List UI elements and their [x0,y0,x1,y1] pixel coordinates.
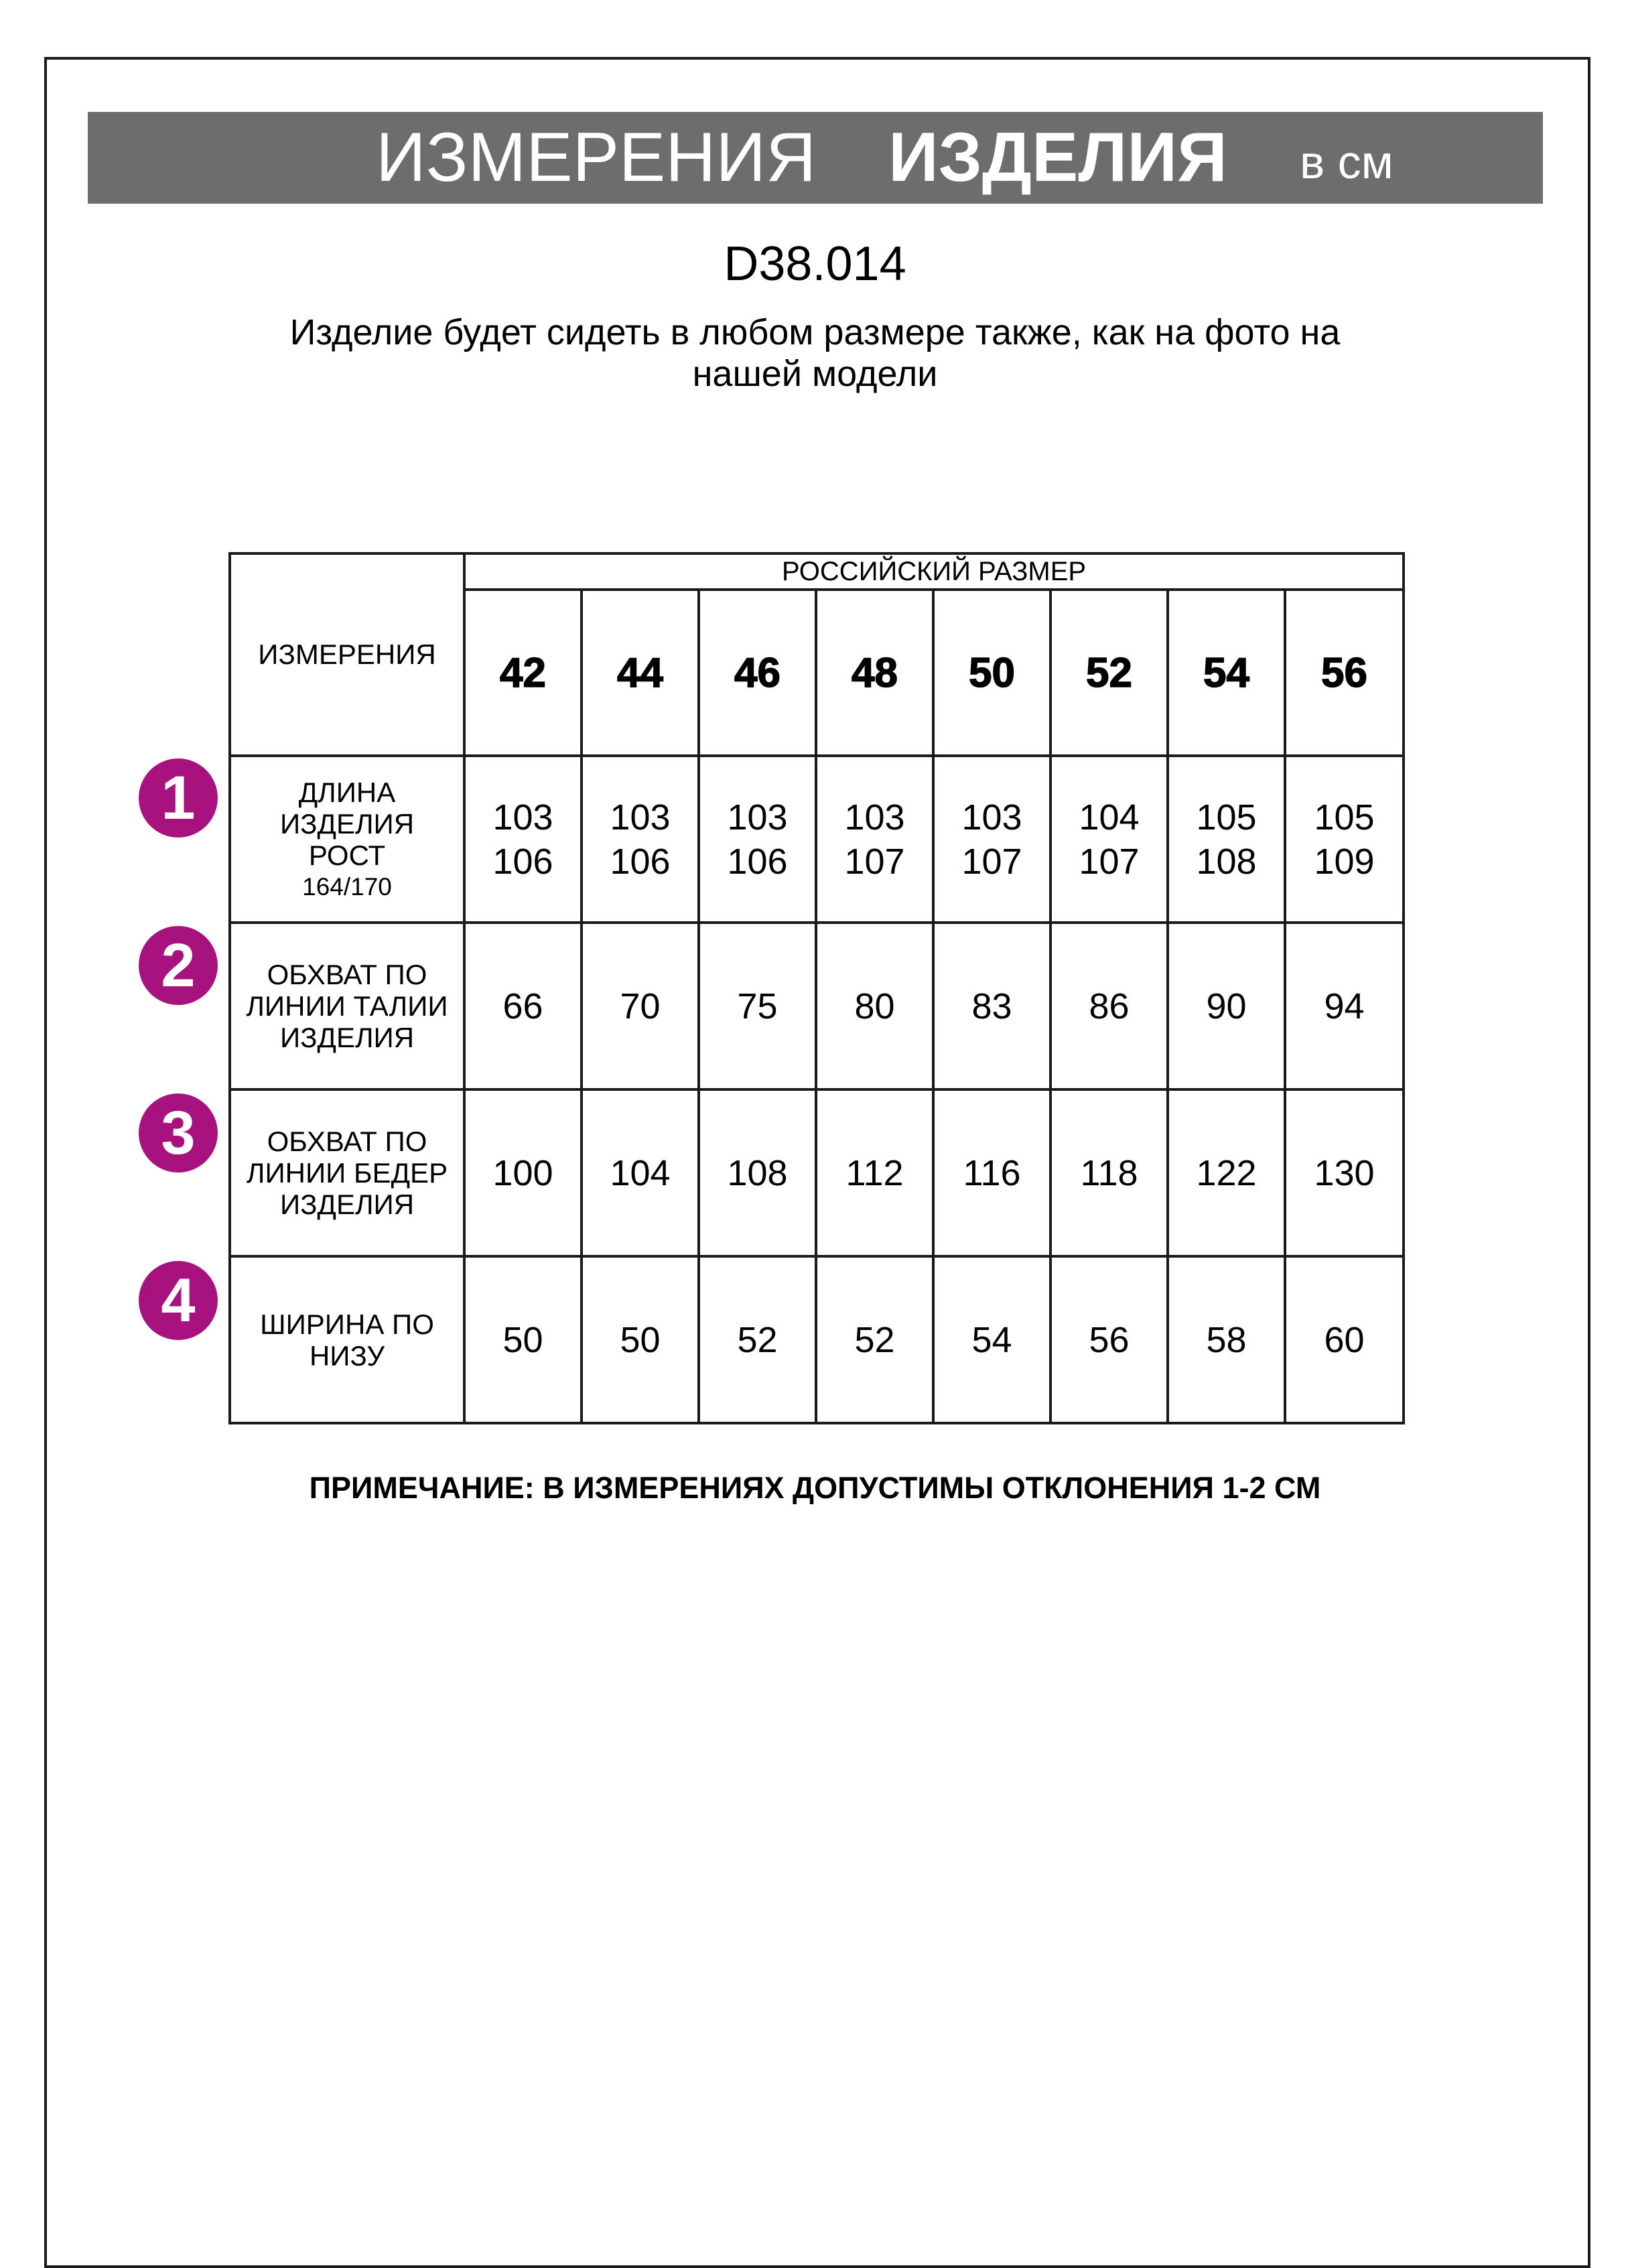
measurement-value-cell [1285,1256,1404,1423]
measurement-value-cell [582,1089,699,1256]
table-row [230,923,1404,1089]
measurement-value: 105 [1196,797,1257,838]
measurement-value-cell [816,1256,933,1423]
measurements-header: ИЗМЕРЕНИЯ [230,553,464,756]
measurement-value: 103 [610,797,671,838]
tolerance-note: ПРИМЕЧАНИЕ: В ИЗМЕРЕНИЯХ ДОПУСТИМЫ ОТКЛОНЕНИЯ 1-2 СМ [309,1471,1321,1505]
measurement-value: 112 [845,1152,904,1193]
measurement-value: 109 [1314,841,1375,882]
measurement-value-cell [1168,756,1285,923]
size-header: 48 [816,590,933,756]
measurement-value-cell [816,1089,933,1256]
measurement-value: 107 [1079,841,1140,882]
measurement-value-cell [464,1089,582,1256]
measurement-label-line: ЛИНИИ БЕДЕР [246,1157,448,1189]
measurement-value: 75 [737,986,778,1026]
banner-word-product: ИЗДЕЛИЯ [888,119,1227,196]
banner-unit: в см [1300,136,1394,188]
measurement-value-cell [1050,1089,1168,1256]
row-number-badge: 2 [139,926,218,1005]
measurement-value: 116 [963,1152,1021,1193]
size-header: 56 [1285,590,1404,756]
measurement-value-cell [1168,1256,1285,1423]
measurement-label [230,1256,464,1423]
measurement-label-line: ДЛИНА [298,776,396,808]
measurement-value: 56 [1089,1319,1130,1360]
size-header: 52 [1050,590,1168,756]
measurement-value: 108 [727,1152,788,1193]
measurement-label-line: ЛИНИИ ТАЛИИ [246,990,448,1022]
measurement-label-line: ШИРИНА ПО [260,1308,434,1340]
measurement-label [230,923,464,1089]
row-number-badge: 3 [139,1093,218,1173]
size-header: 44 [582,590,699,756]
subtitle-line-1: Изделие будет сидеть в любом размере также, как на фото на [289,312,1341,352]
measurement-value-cell [1050,756,1168,923]
measurement-value: 90 [1206,986,1247,1026]
measurement-value-cell [933,756,1050,923]
measurement-value: 108 [1196,841,1257,882]
measurement-value-cell [933,1256,1050,1423]
measurement-value: 118 [1080,1152,1138,1193]
measurement-value-cell [933,1089,1050,1256]
fit-subtitle [201,312,1429,395]
measurement-value-cell [1168,923,1285,1089]
measurement-label-line: НИЗУ [309,1339,385,1372]
measurement-value: 103 [727,797,788,838]
measurement-value-cell [699,1089,816,1256]
size-header: 54 [1168,590,1285,756]
measurement-value-cell [699,756,816,923]
measurement-value-cell [582,1256,699,1423]
size-header: 42 [464,590,582,756]
measurement-value: 54 [971,1319,1012,1360]
measurement-label [230,1089,464,1256]
measurement-value: 103 [961,797,1022,838]
measurement-value: 60 [1324,1319,1365,1360]
measurement-label-line: ИЗДЕЛИЯ [279,1022,415,1053]
measurement-value-cell [1285,756,1404,923]
measurement-value: 122 [1196,1152,1257,1193]
measurement-label-line: ОБХВАТ ПО [267,1126,427,1157]
measurement-value: 80 [854,986,895,1026]
measurement-value: 104 [1079,797,1140,838]
measurement-value-cell [1050,923,1168,1089]
measurement-value: 107 [844,841,905,882]
size-table [228,552,1405,1424]
measurement-value: 94 [1324,986,1365,1026]
banner-word-measurements: ИЗМЕРЕНИЯ [376,119,817,196]
measurement-value: 106 [492,841,553,882]
size-header: 50 [933,590,1050,756]
measurement-value: 104 [610,1152,671,1193]
measurement-value: 105 [1314,797,1375,838]
russian-size-header: РОССИЙСКИЙ РАЗМЕР [464,553,1404,590]
subtitle-line-2: нашей модели [692,354,938,394]
table-row [230,756,1404,923]
measurement-value: 103 [844,797,905,838]
measurement-value-cell [1168,1089,1285,1256]
measurement-value-cell [816,923,933,1089]
measurement-value: 103 [492,797,553,838]
measurement-label-line: ИЗДЕЛИЯ [279,1189,415,1220]
measurement-value-cell [699,1256,816,1423]
measurement-value-cell [464,923,582,1089]
table-row [230,1256,1404,1423]
measurement-value: 106 [610,841,671,882]
measurement-value: 107 [961,841,1022,882]
measurement-value: 52 [737,1319,778,1360]
measurement-value-cell [582,756,699,923]
measurement-value: 50 [620,1319,661,1360]
measurement-label-line: 164/170 [302,872,392,900]
measurement-value: 50 [502,1319,543,1360]
measurement-value: 130 [1314,1152,1375,1193]
product-code: D38.014 [724,237,906,291]
measurement-value-cell [933,923,1050,1089]
row-number-badge: 1 [139,758,218,838]
measurement-value: 66 [502,986,543,1026]
measurement-value: 86 [1089,986,1130,1026]
measurement-value: 83 [971,986,1012,1026]
measurement-label [230,756,464,923]
measurement-value-cell [816,756,933,923]
measurement-value-cell [699,923,816,1089]
size-header: 46 [699,590,816,756]
measurement-value-cell [1285,1089,1404,1256]
title-banner [88,112,1543,204]
measurement-value-cell [582,923,699,1089]
measurement-value: 70 [620,986,661,1026]
measurement-value-cell [464,1256,582,1423]
measurement-value: 58 [1206,1319,1247,1360]
measurement-value-cell [1050,1256,1168,1423]
measurement-label-line: ИЗДЕЛИЯ [279,807,415,840]
measurement-label-line: ОБХВАТ ПО [267,959,427,990]
measurement-value-cell [1285,923,1404,1089]
table-row [230,1089,1404,1256]
row-number-badge: 4 [139,1261,218,1340]
measurement-value: 100 [492,1152,553,1193]
measurement-label-line: РОСТ [308,839,386,871]
measurement-value: 52 [854,1319,895,1360]
measurement-value-cell [464,756,582,923]
measurement-value: 106 [727,841,788,882]
